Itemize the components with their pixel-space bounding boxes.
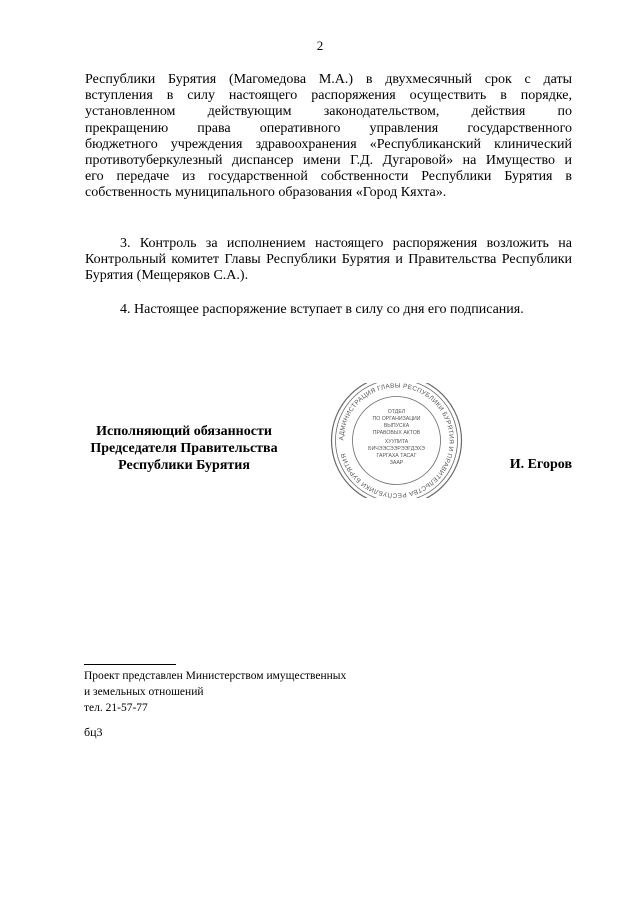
signatory-title [84,423,284,474]
text-line: его передаче из государственной собственности Республики Бурятия в [85,169,572,185]
text-line: прекращению права оперативного управления государственного [85,120,572,136]
footer-divider [84,664,176,665]
stamp-text-line: БИЧЭЭСЭЭРЭЭГДЭХЭ [368,446,425,452]
text-line: противотуберкулезный диспансер имени Г.Д. Дугаровой» на Имущество и [85,153,572,169]
stamp-text-line: ОТДЕЛ [387,409,406,415]
stamp-text-line: ПРАВОВЫХ АКТОВ [372,430,421,436]
paragraph-4: 4. Настоящее распоряжение вступает в силу со дня его подписания. [120,302,524,317]
document-code: бц3 [84,725,103,739]
paragraph-3: 3. Контроль за исполнением настоящего распоряжения возложить на Контрольный комитет Главы Республики Бурятия и Правительства Республики Бурятия (Мещеряков С.А.). [85,236,572,284]
page-number: 2 [316,38,324,53]
stamp-text-line: ГАРГАХА ТАСАГ [376,453,417,459]
text-line: установленном действующим законодательством, действия по [85,104,572,120]
signatory-title-line: Председателя Правительства [90,441,278,456]
text-line: Республики Бурятия (Магомедова М.А.) в двухмесячный срок с даты [85,72,572,87]
stamp-text-line: ЗААР [389,460,404,466]
stamp-text-line: ХУУЛИТА [384,439,409,445]
footer-line: и земельных отношений [84,686,204,698]
paragraph-continuation [85,72,572,202]
signatory-name: И. Егоров [509,457,572,472]
stamp-outer-text: АДМИНИСТРАЦИЯ ГЛАВЫ РЕСПУБЛИКИ БУРЯТИЯ И ПРАВИТЕЛЬСТВА РЕСПУБЛИКИ БУРЯТИЯ [338,383,455,498]
footer-note [84,668,346,716]
text-line: вступления в силу настоящего распоряжения осуществить в порядке, [85,88,572,104]
official-stamp [325,383,468,498]
signatory-title-line: Республики Бурятия [118,458,250,473]
text-line: бюджетного учреждения здравоохранения «Республиканский клинический [85,136,572,152]
signatory-title-line: Исполняющий обязанности [96,424,272,439]
stamp-text-line: ПО ОРГАНИЗАЦИИ [372,416,421,422]
footer-line: Проект представлен Министерством имущественных [84,670,347,682]
stamp-text-line: ВЫПУСКА [383,423,410,429]
text-line: собственность муниципального образования «Город Кяхта». [85,185,447,201]
footer-line: тел. 21-57-77 [84,702,148,714]
